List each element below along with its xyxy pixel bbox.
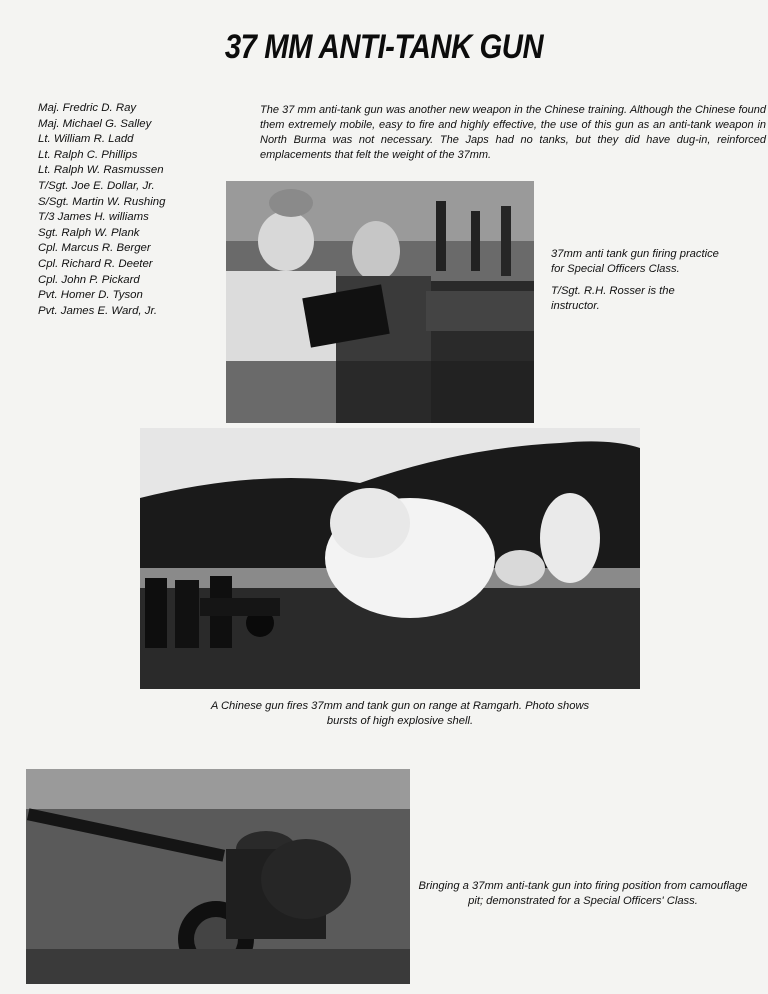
caption-photo-1-line-2: T/Sgt. R.H. Rosser is the instructor. bbox=[551, 285, 675, 312]
roster-name: Lt. Ralph C. Phillips bbox=[38, 148, 138, 161]
roster-name: Pvt. James E. Ward, Jr. bbox=[38, 304, 157, 317]
roster-name: T/Sgt. Joe E. Dollar, Jr. bbox=[38, 179, 155, 192]
caption-photo-1 bbox=[551, 247, 721, 321]
caption-photo-2: A Chinese gun fires 37mm and tank gun on range at Ramgarh. Photo shows bursts of high explosive shell. bbox=[210, 700, 590, 727]
intro-paragraph: The 37 mm anti-tank gun was another new weapon in the Chinese training. Although the Chinese found them extremely mobile, easy to fire and highly effective, the use of this gun as an anti-tank weapon in North Burma was not necessary. The Japs had no tanks, but they did have dug-in, reinforced emplacements that felt the weight of the 37mm. bbox=[260, 104, 766, 161]
roster-name: Lt. Ralph W. Rasmussen bbox=[38, 164, 164, 177]
roster-name: Pvt. Homer D. Tyson bbox=[38, 289, 143, 302]
roster-name: Sgt. Ralph W. Plank bbox=[38, 226, 140, 239]
roster-name: Cpl. John P. Pickard bbox=[38, 273, 140, 286]
roster-name: S/Sgt. Martin W. Rushing bbox=[38, 195, 166, 208]
roster-name: Cpl. Richard R. Deeter bbox=[38, 257, 153, 270]
roster-name: Lt. William R. Ladd bbox=[38, 133, 134, 146]
photo-gun-firing-practice bbox=[226, 181, 534, 423]
roster-name: T/3 James H. williams bbox=[38, 211, 149, 224]
roster-name: Maj. Fredric D. Ray bbox=[38, 102, 137, 114]
photo-gun-into-position bbox=[26, 769, 410, 984]
caption-photo-3: Bringing a 37mm anti-tank gun into firing position from camouflage pit; demonstrated for a Special Officers' Class. bbox=[418, 880, 748, 907]
photo-range-ramgarh bbox=[140, 428, 640, 689]
officer-roster bbox=[38, 101, 238, 319]
page-title: 37 MM ANTI-TANK GUN bbox=[224, 28, 544, 66]
roster-name: Maj. Michael G. Salley bbox=[38, 117, 152, 130]
roster-name: Cpl. Marcus R. Berger bbox=[38, 242, 151, 255]
caption-photo-1-line-1: 37mm anti tank gun firing practice for Special Officers Class. bbox=[551, 248, 719, 275]
